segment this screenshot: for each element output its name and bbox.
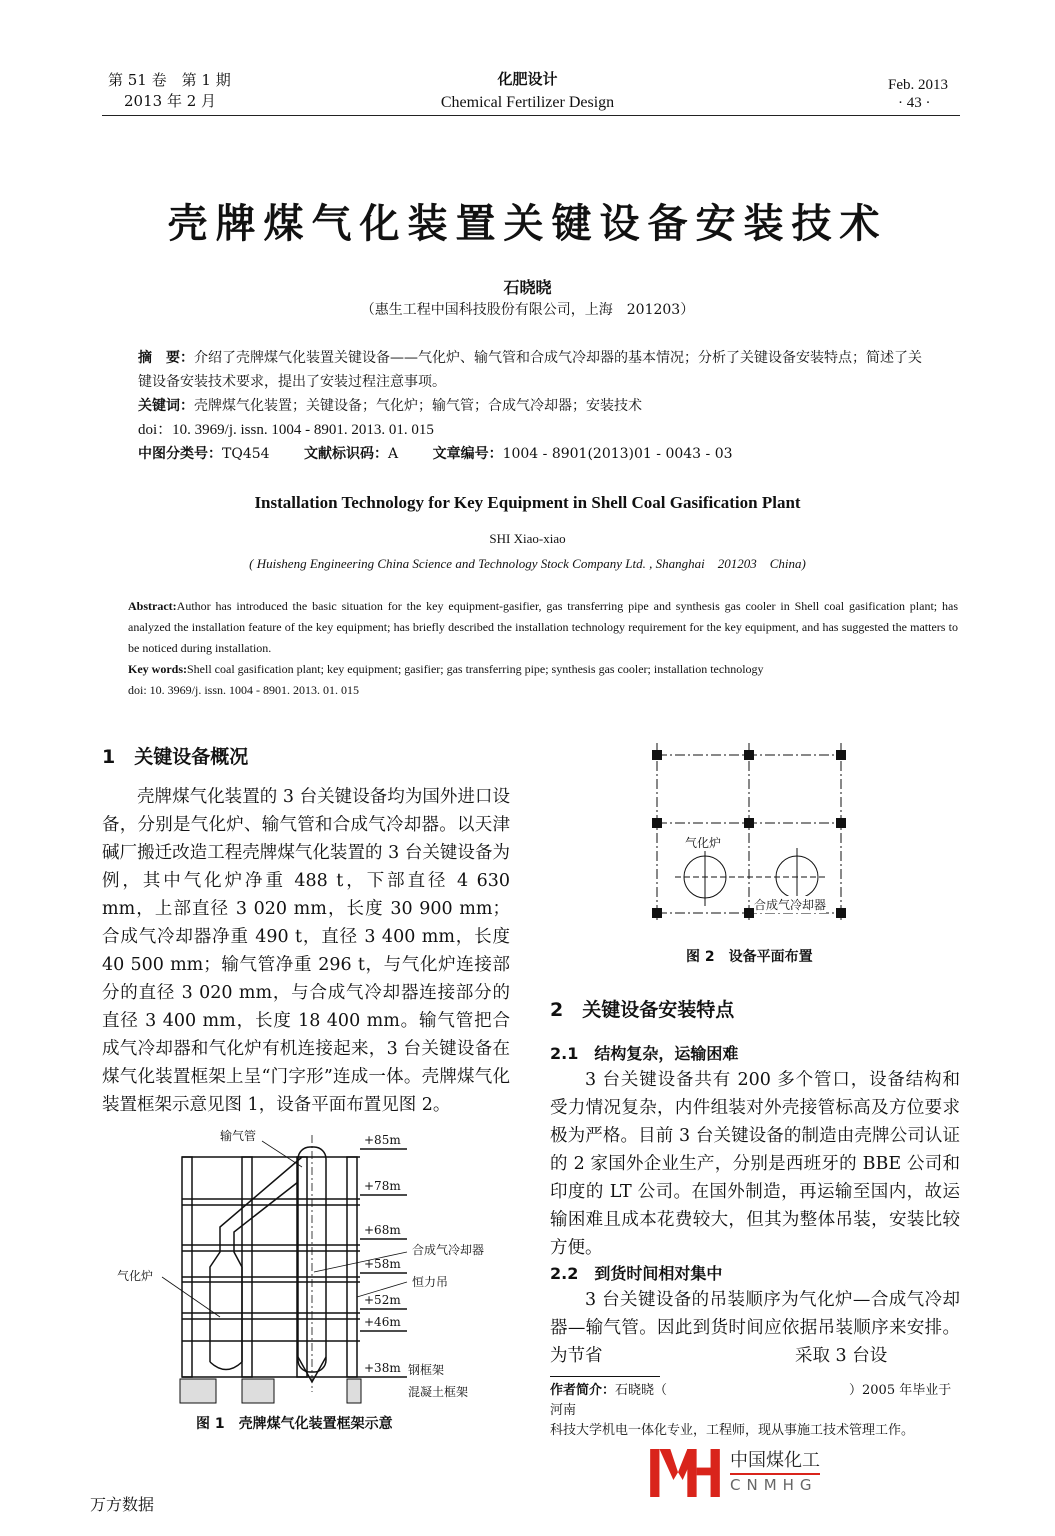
- header-month: Feb. 2013: [888, 77, 948, 93]
- author-note: [550, 1381, 960, 1441]
- title-en: Installation Technology for Key Equipment in Shell Coal Gasification Plant: [254, 493, 801, 512]
- article-no-value: 1004 - 8901(2013)01 - 0043 - 03: [502, 446, 733, 462]
- doc-code-value: A: [388, 446, 399, 462]
- affiliation-en: ( Huisheng Engineering China Science and Technology Stock Company Ltd. , Shanghai 201203 China): [249, 556, 806, 571]
- frame-diagram: [102, 1127, 512, 1407]
- abstract-en: [128, 596, 958, 659]
- cnmhg-logo-mark: [650, 1449, 720, 1497]
- keywords-en: [128, 659, 958, 680]
- clc-value: TQ454: [222, 446, 270, 462]
- section-2-heading: 2 关键设备安装特点: [550, 999, 735, 1021]
- plan-layout-diagram: [640, 738, 860, 928]
- section-2-2-paragraph: 3 台关键设备的吊装顺序为气化炉—合成气冷却器—输气管。因此到货时间应依据吊装顺序来安排。为节省 采取 3 台设: [550, 1290, 960, 1366]
- figure-2-caption: 图 2 设备平面布置: [686, 949, 813, 965]
- journal-name-en: Chemical Fertilizer Design: [440, 94, 615, 111]
- keywords-en-label: Key words:: [128, 662, 187, 676]
- article-title: 壳牌煤气化装置关键设备安装技术: [167, 200, 888, 247]
- section-1-heading: 1 关键设备概况: [102, 746, 249, 768]
- clc-label: 中图分类号：: [138, 446, 222, 462]
- section-2-2-heading: 2.2 到货时间相对集中: [550, 1264, 723, 1283]
- label-pipe: 输气管: [220, 1129, 257, 1143]
- level-38: +38m: [364, 1361, 401, 1375]
- issue-date: 2013 年 2 月: [124, 92, 217, 110]
- author: 石晓晓: [503, 278, 552, 297]
- level-46: +46m: [364, 1315, 401, 1329]
- doi-cn: doi：10. 3969/j. issn. 1004 - 8901. 2013. 01. 015: [138, 422, 434, 438]
- author-note-line2: 科技大学机电一体化专业，工程师，现从事施工技术管理工作。: [550, 1423, 915, 1438]
- doc-code-label: 文献标识码：: [304, 446, 388, 462]
- level-52: +52m: [364, 1293, 401, 1307]
- section-1-paragraph: 壳牌煤气化装置的 3 台关键设备均为国外进口设备，分别是气化炉、输气管和合成气冷却器。以天津碱厂搬迁改造工程壳牌煤气化装置的 3 台关键设备为例，其中气化炉净重 488 t，下部直径 4 630 mm，上部直径 3 020 mm，长度 30 900 mm；合成气冷却器净重 490 t，直径 3 400 mm，长度 40 500 mm；输气管净重 296 t，与气化炉连接部分的直径 3 020 mm，与合成气冷却器连接部分的直径 3 400 mm，长度 18 400 mm。输气管把合成气冷却器和气化炉有机连接起来，3 台关键设备在煤气化装置框架上呈“门字形”连成一体。壳牌煤气化装置框架示意见图 1，设备平面布置见图 2。: [102, 787, 510, 1115]
- figure-1-caption: 图 1 壳牌煤气化装置框架示意: [196, 1416, 393, 1432]
- footer-source: 万方数据: [90, 1495, 155, 1514]
- label-cooler: 合成气冷却器: [412, 1243, 485, 1257]
- author-en: SHI Xiao-xiao: [489, 531, 566, 546]
- keywords-label: 关键词：: [138, 398, 194, 414]
- keywords-text: 壳牌煤气化装置；关键设备；气化炉；输气管；合成气冷却器；安装技术: [194, 398, 642, 414]
- abstract-cn: [138, 346, 928, 394]
- footnote-rule: [550, 1376, 660, 1377]
- author-note-line1: 石晓晓（ ）2005 年毕业于河南: [550, 1383, 952, 1418]
- figure-2: [640, 738, 860, 928]
- fig2-gasifier-label: 气化炉: [685, 836, 722, 850]
- level-68: +68m: [364, 1223, 401, 1237]
- header-rule: [102, 115, 960, 116]
- keywords-en-text: Shell coal gasification plant; key equipment; gasifier; gas transferring pipe; synthesis gas cooler; installation technology: [187, 662, 764, 676]
- abstract-en-block: [128, 596, 958, 701]
- fig2-cooler-label: 合成气冷却器: [754, 898, 827, 912]
- level-78: +78m: [364, 1179, 401, 1193]
- left-column: [102, 742, 510, 1433]
- author-note-label: 作者简介：: [550, 1383, 616, 1398]
- label-concrete-frame: 混凝土框架: [408, 1385, 469, 1399]
- label-hanger: 恒力吊: [412, 1275, 449, 1289]
- right-column: [550, 995, 960, 1497]
- label-steel-frame: 钢框架: [408, 1363, 445, 1377]
- abstract-cn-block: [138, 346, 928, 466]
- abstract-en-label: Abstract:: [128, 599, 177, 613]
- watermark-en: CNMHG: [730, 1476, 818, 1494]
- abstract-text: 介绍了壳牌煤气化装置关键设备——气化炉、输气管和合成气冷却器的基本情况；分析了关键设备安装特点；简述了关键设备安装技术要求，提出了安装过程注意事项。: [138, 350, 922, 390]
- label-gasifier: 气化炉: [117, 1269, 154, 1283]
- abstract-label: 摘 要：: [138, 350, 194, 366]
- level-85: +85m: [364, 1133, 401, 1147]
- affiliation: （惠生工程中国科技股份有限公司，上海 201203）: [360, 302, 695, 318]
- article-no-label: 文章编号：: [432, 446, 503, 462]
- level-58: +58m: [364, 1257, 401, 1271]
- page-number: · 43 ·: [898, 95, 931, 111]
- classification: [138, 442, 928, 466]
- journal-name-cn: 化肥设计: [497, 70, 558, 88]
- doi-en: doi: 10. 3969/j. issn. 1004 - 8901. 2013. 01. 015: [128, 683, 360, 697]
- keywords-cn: [138, 394, 928, 418]
- watermark-cn: 中国煤化工: [730, 1449, 820, 1475]
- volume-issue: 第 51 卷 第 1 期: [108, 71, 231, 89]
- figure-1: [102, 1127, 512, 1407]
- section-2-1-heading: 2.1 结构复杂，运输困难: [550, 1044, 739, 1063]
- section-2-1-paragraph: 3 台关键设备共有 200 多个管口，设备结构和受力情况复杂，内件组装对外壳接管标高及方位要求极为严格。目前 3 台关键设备的制造由壳牌公司认证的 2 家国外企业生产，分别是西班牙的 BBE 公司和印度的 LT 公司。在国外制造，再运输至国内，故运输困难且成本花费较大，但其为整体吊装，安装比较方便。: [550, 1070, 960, 1258]
- cnmhg-logo: [650, 1449, 960, 1497]
- abstract-en-text: Author has introduced the basic situation for the key equipment-gasifier, gas transferring pipe and synthesis gas cooler in Shell coal gasification plant; has analyzed the installation feature of the key equipment; has briefly described the installation technology requirement for the key equipment, and has suggested the matters to be noticed during installation.: [128, 599, 958, 655]
